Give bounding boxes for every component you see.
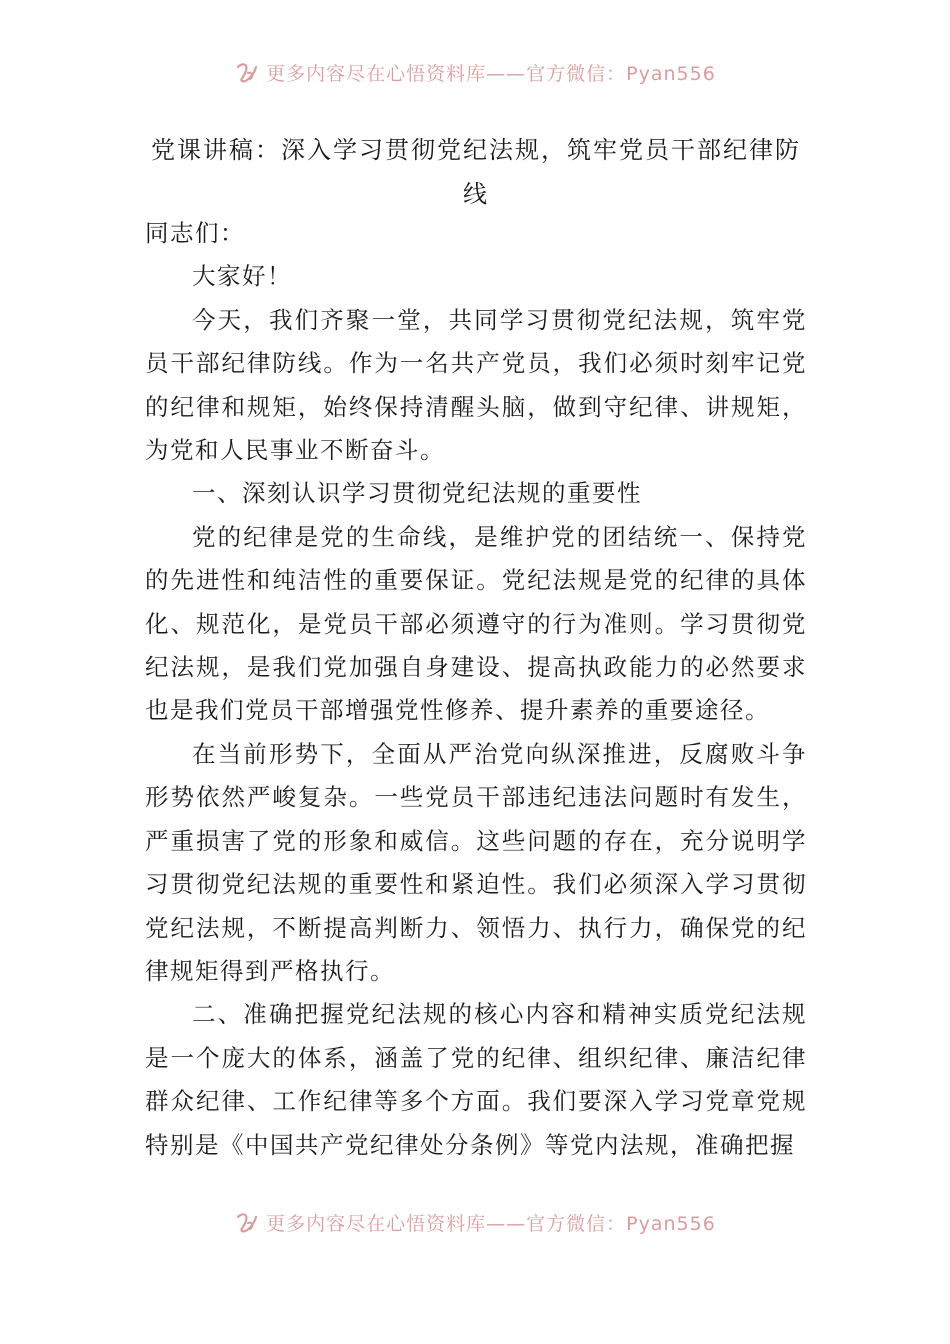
signature-logo-icon (234, 59, 260, 85)
paragraph-section1-a: 党的纪律是党的生命线，是维护党的团结统一、保持党的先进性和纯洁性的重要保证。党纪法规是党的纪律的具体化、规范化，是党员干部必须遵守的行为准则。学习贯彻党纪法规，是我们党加强自身建设、提高执政能力的必然要求也是我们党员干部增强党性修养、提升素养的重要途径。 (145, 522, 807, 725)
watermark-header (0, 52, 950, 92)
signature-logo-icon (234, 1209, 260, 1235)
watermark-footer (0, 1202, 950, 1242)
watermark-text: 更多内容尽在心悟资料库——官方微信：Pyan556 (266, 62, 716, 85)
section-heading-2-paragraph: 二、准确把握党纪法规的核心内容和精神实质党纪法规是一个庞大的体系，涵盖了党的纪律、组织纪律、廉洁纪律群众纪律、工作纪律等多个方面。我们要深入学习党章党规特别是《中国共产党纪律处分条例》等党内法规，准确把握 (145, 1000, 807, 1159)
document-title: 党课讲稿：深入学习贯彻党纪法规，筑牢党员干部纪律防线 (151, 136, 801, 208)
watermark-text: 更多内容尽在心悟资料库——官方微信：Pyan556 (266, 1212, 716, 1235)
paragraph-intro: 今天，我们齐聚一堂，共同学习贯彻党纪法规，筑牢党员干部纪律防线。作为一名共产党员，我们必须时刻牢记党的纪律和规矩，始终保持清醒头脑，做到守纪律、讲规矩，为党和人民事业不断奋斗。 (145, 305, 807, 465)
document-body (145, 212, 807, 1167)
paragraph-section1-b: 在当前形势下，全面从严治党向纵深推进，反腐败斗争形势依然严峻复杂。一些党员干部违纪违法问题时有发生，严重损害了党的形象和威信。这些问题的存在，充分说明学习贯彻党纪法规的重要性和紧迫性。我们必须深入学习贯彻党纪法规，不断提高判断力、领悟力、执行力，确保党的纪律规矩得到严格执行。 (145, 739, 807, 985)
section-heading-1: 一、深刻认识学习贯彻党纪法规的重要性 (192, 479, 642, 508)
salutation: 同志们： (145, 219, 245, 247)
paragraph-greeting: 大家好！ (192, 262, 292, 291)
